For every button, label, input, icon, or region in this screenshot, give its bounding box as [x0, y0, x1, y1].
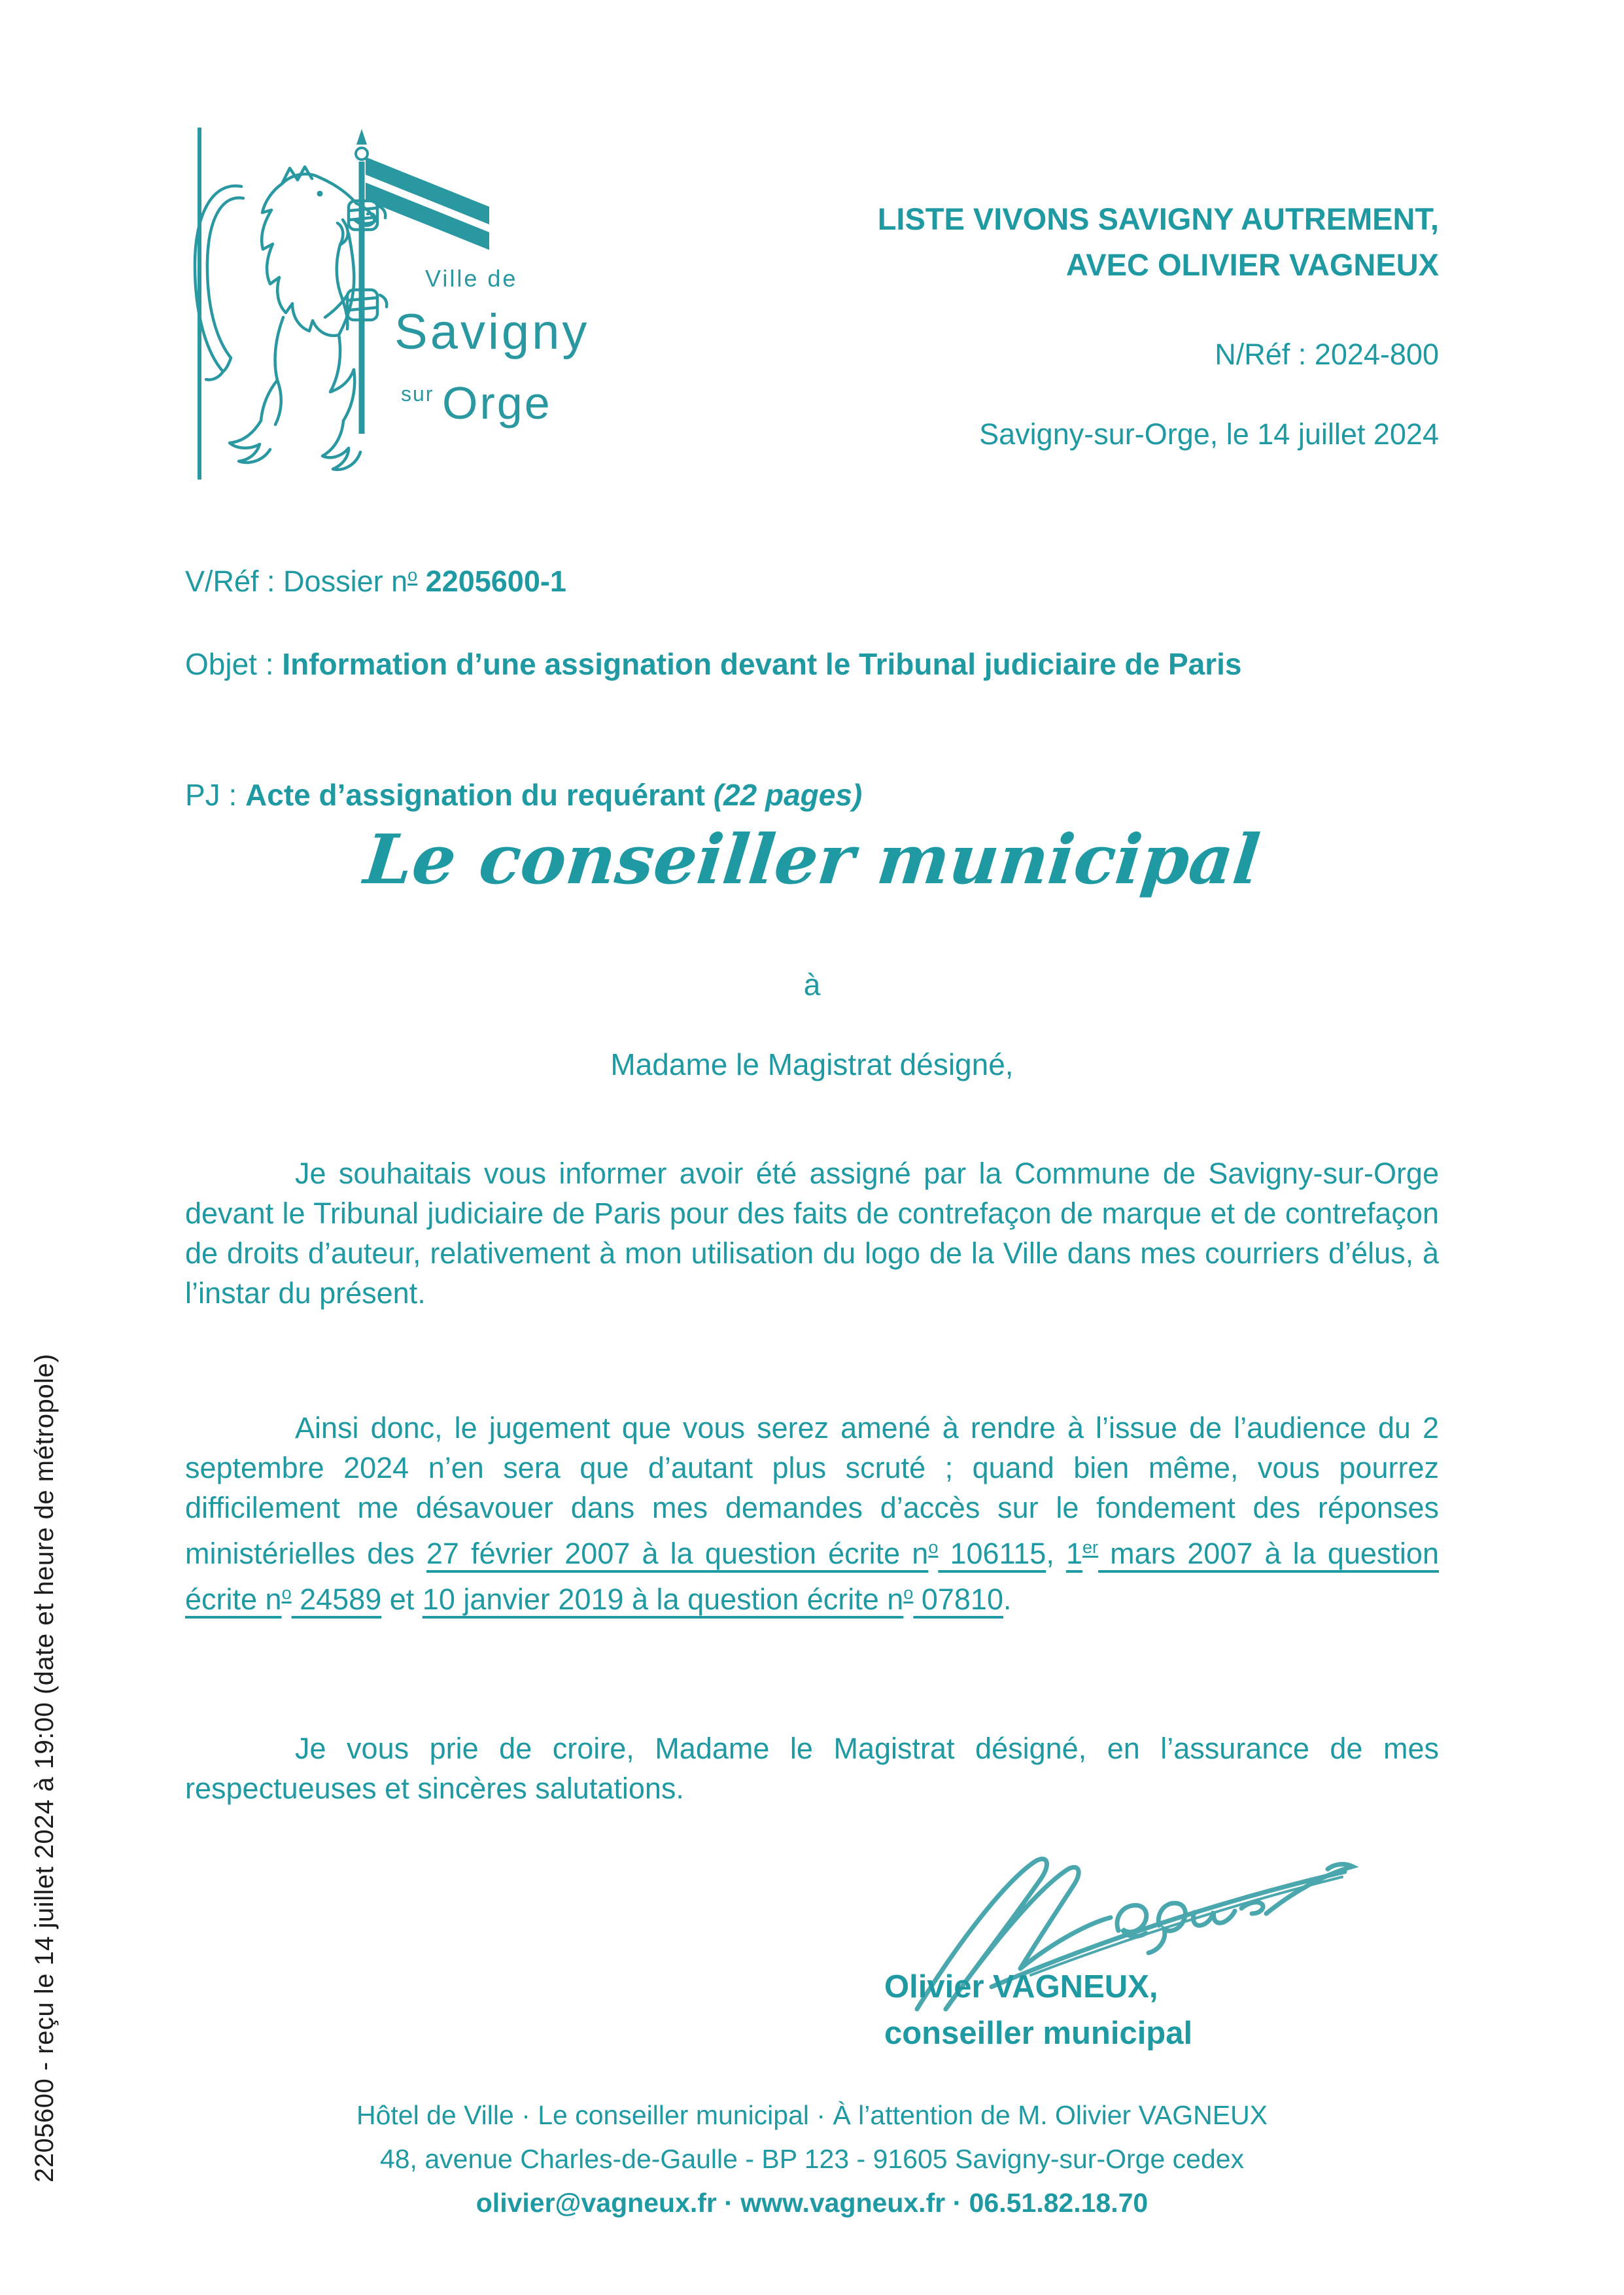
our-reference: N/Réf : 2024-800 — [1215, 338, 1439, 371]
dateline: Savigny-sur-Orge, le 14 juillet 2024 — [979, 417, 1439, 451]
footer-line-2: 48, avenue Charles-de-Gaulle - BP 123 - 91605 Savigny-sur-Orge cedex — [379, 2144, 1245, 2174]
paragraph-2 — [185, 1408, 1439, 1619]
list-title-line1: LISTE VIVONS SAVIGNY AUTREMENT, — [877, 201, 1439, 236]
p2-ordinal-1: o — [928, 1537, 939, 1557]
signer-name: Olivier VAGNEUX, — [884, 1969, 1158, 2005]
paragraph-3: Je vous prie de croire, Madame le Magistrat désigné, en l’assurance de mes respectueuses et sincères salutations. — [185, 1732, 1439, 1805]
p2-citation-2: 1 — [1065, 1537, 1082, 1570]
lion-illustration — [195, 167, 387, 470]
logo-text-orge: Orge — [442, 377, 552, 429]
logo-text-sur: sur — [401, 382, 434, 406]
p2-ordinal-3: o — [903, 1583, 914, 1603]
logo-text-name: Savigny — [394, 304, 590, 360]
subject-label: Objet : — [185, 647, 283, 681]
subject-text: Information d’une assignation devant le Tribunal judiciaire de Paris — [282, 647, 1242, 681]
p2-citation-3: 10 janvier 2019 à la question écrite n — [422, 1583, 904, 1616]
p2-seg-14: . — [1003, 1583, 1012, 1616]
p2-citation-3b: 07810 — [913, 1583, 1003, 1616]
vref-label: V/Réf : Dossier n — [185, 565, 408, 598]
header-block — [878, 196, 1439, 451]
logo-text-prefix: Ville de — [425, 265, 518, 292]
flag — [366, 157, 489, 250]
attachment-text: Acte d’assignation du requérant — [245, 778, 714, 812]
p2-seg-4: , — [1046, 1537, 1066, 1570]
paragraph-1: Je souhaitais vous informer avoir été assigné par la Commune de Savigny-sur-Orge devant le Tribunal judiciaire de Paris pour des faits de contrefaçon de marque et de contrefaçon de droits d’auteur, relativement à mon utilisation du logo de la Ville dans mes courriers d’élus, à l’instar du présent. — [185, 1157, 1439, 1310]
p2-superscript-er: er — [1082, 1537, 1098, 1557]
footer-line-3: olivier@vagneux.fr · www.vagneux.fr · 06.51.82.18.70 — [475, 2188, 1149, 2218]
vref-ordinal: o — [407, 565, 418, 585]
footer-line-1: Hôtel de Ville · Le conseiller municipal · À l’attention de M. Olivier VAGNEUX — [356, 2100, 1268, 2130]
sender-script-title: Le conseiller municipal — [360, 819, 1264, 900]
p2-citation-1: 27 février 2007 à la question écrite n — [426, 1537, 929, 1570]
p2-seg-10: et — [381, 1583, 423, 1616]
receipt-stamp: 2205600 - reçu le 14 juillet 2024 à 19:00 (date et heure de métropole) — [30, 1354, 59, 2182]
attachment-label: PJ : — [185, 778, 246, 812]
footer — [0, 2094, 1624, 2225]
vref-number: 2205600-1 — [417, 565, 566, 598]
your-reference-line — [185, 565, 1439, 599]
p2-citation-2b: mars 2007 à la question écrite n — [185, 1537, 1439, 1616]
p2-citation-1b: 106115 — [938, 1537, 1046, 1570]
p2-citation-2c: 24589 — [291, 1583, 382, 1616]
attachment-pages: (22 pages) — [713, 778, 863, 812]
subject-line — [185, 642, 1415, 687]
signer-title: conseiller municipal — [884, 2016, 1193, 2051]
signer-block — [884, 1964, 1192, 2057]
attachment-line — [185, 777, 1439, 813]
p2-ordinal-2: o — [281, 1583, 292, 1603]
recipient-line: Madame le Magistrat désigné, — [610, 1047, 1014, 1081]
city-logo — [185, 121, 591, 491]
p2-seg-0: Ainsi donc, le jugement que vous serez amené à rendre à l’issue de l’audience du 2 septembre 2024 n’en sera que d’autant plus scruté ; quand bien même, vous pourrez difficilement me désavouer dans mes demandes d’accès sur le fondement des réponses ministérielles des — [185, 1411, 1439, 1570]
list-title-line2: AVEC OLIVIER VAGNEUX — [1065, 247, 1439, 282]
salutation-to: à — [803, 968, 821, 1002]
